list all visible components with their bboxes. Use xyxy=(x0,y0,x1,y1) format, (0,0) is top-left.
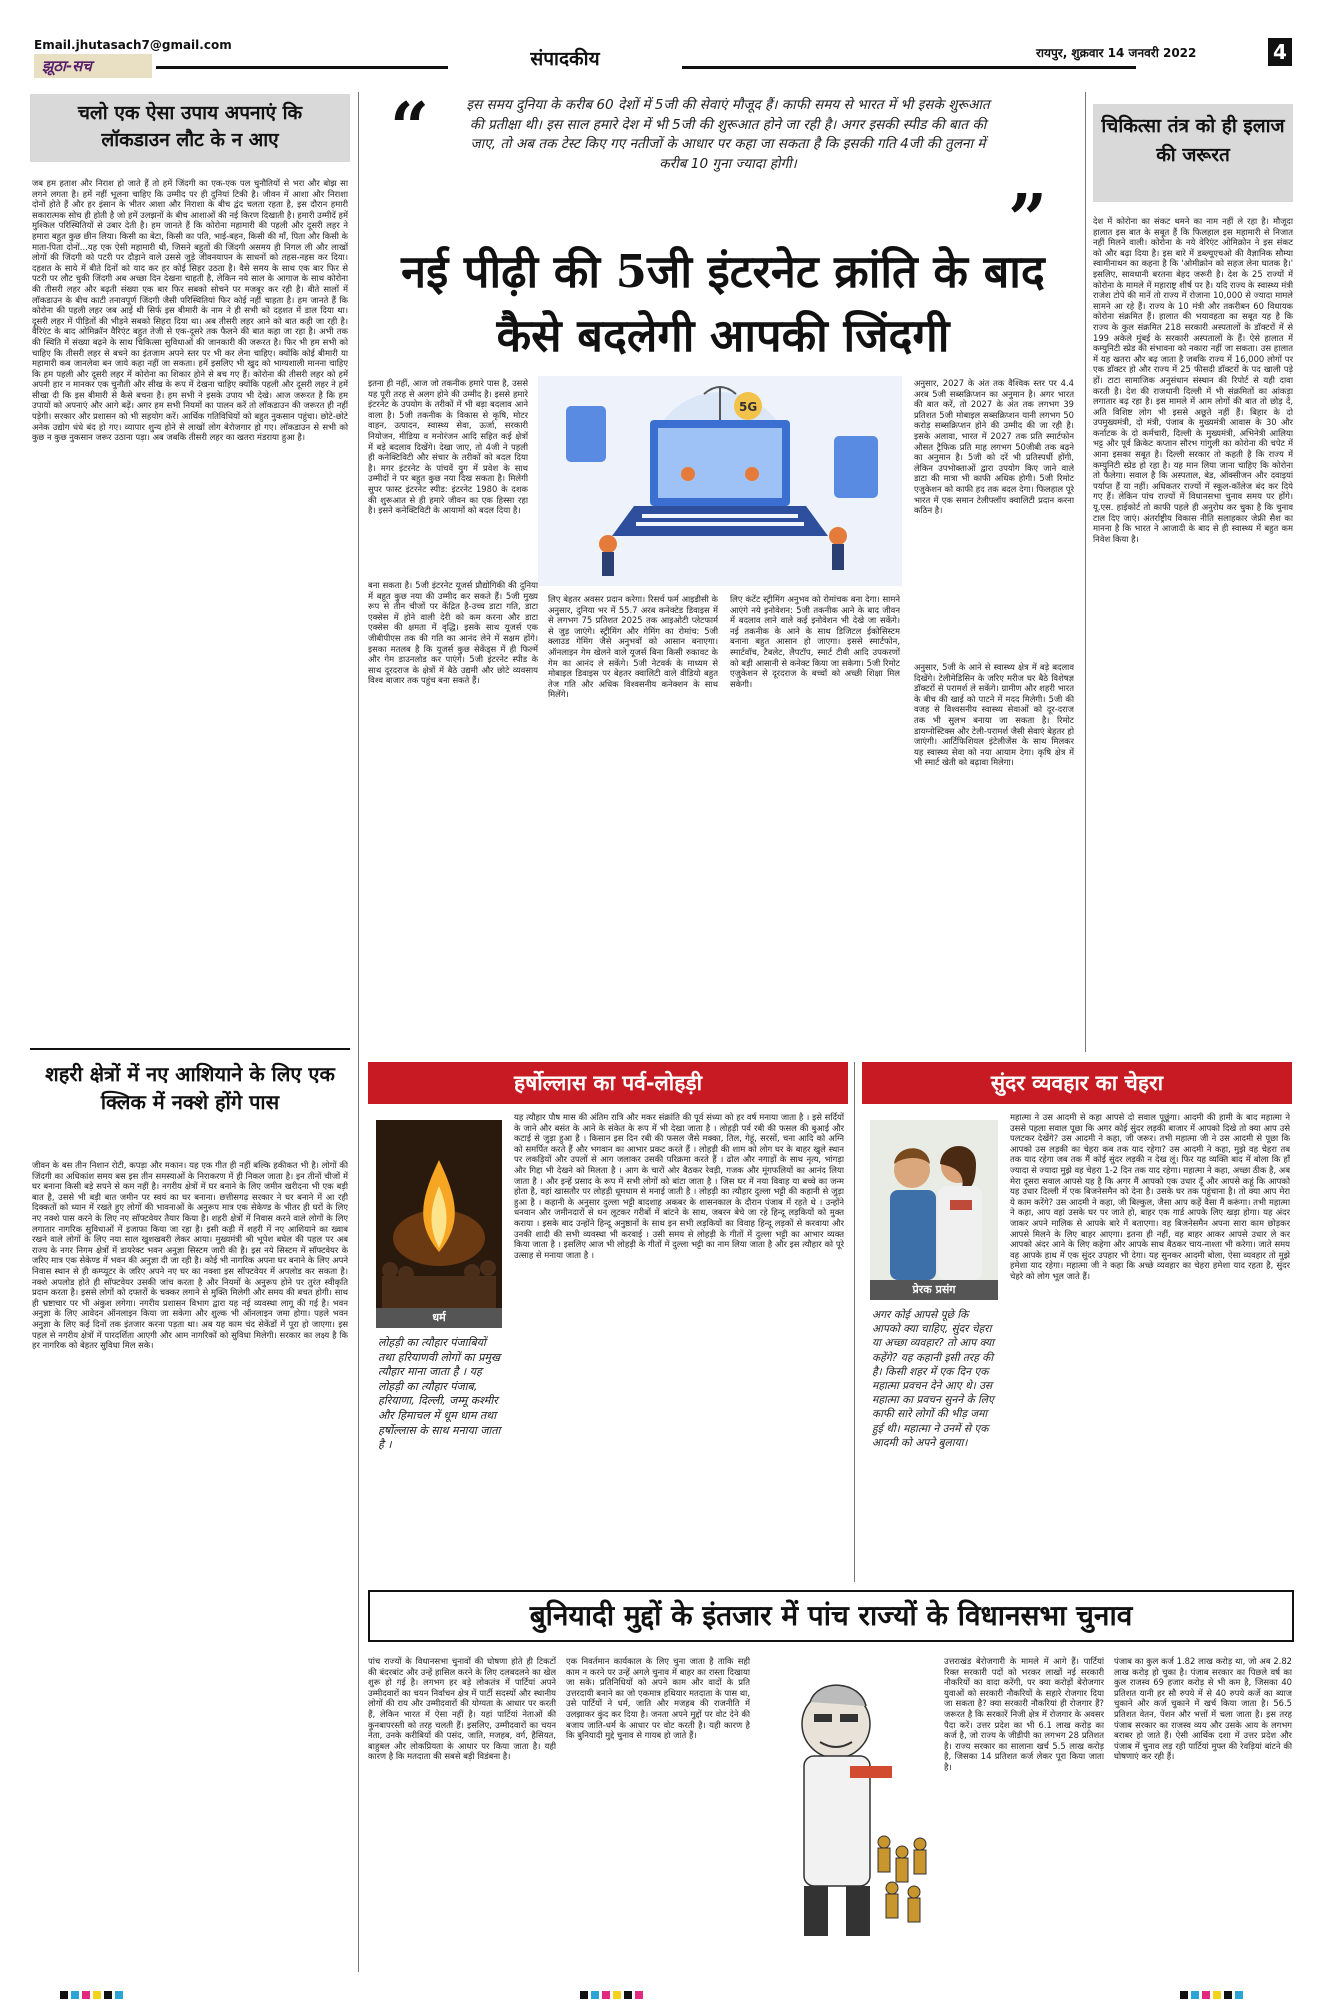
politician-cartoon-icon xyxy=(764,1656,934,1956)
elections-cartoon xyxy=(764,1656,934,1956)
bonfire-icon xyxy=(376,1120,502,1308)
page-number: 4 xyxy=(1268,38,1292,66)
right-top-headline-box xyxy=(1093,104,1293,202)
left-top-headline: चलो एक ऐसा उपाय अपनाएं कि लॉकडाउन लौट के न आए xyxy=(77,102,303,151)
behavior-body: महात्मा ने उस आदमी से कहा आपसे दो सवाल पूछूंगा। आदमी की हामी के बाद महात्मा ने उससे पहला सवाल पूछा कि अगर कोई सुंदर लड़की बाजार में आपको दिखे तो क्या आप उसे पलटकर देखेंगे? उस आदमी ने कहा, जी जरूर। तभी महात्मा जी ने उस आदमी से पूछा कि आपको उस लड़की का चेहरा कब तक याद रहेगा? उस आदमी ने कहा, मुझे वह चेहरा तब तक याद रहेगा जब तक मैं कोई सुंदर लड़की न देख लूं। फिर यह व्यक्ति बाद में बोला कि हाँ ज्यादा से ज्यादा मुझे वह चेहरा 1-2 दिन तक याद रहेगा। महात्मा ने कहा, अच्छा ठीक है, अब मेरा दूसरा सवाल आपसे यह है कि अगर मैं आपको एक उधार दूँ और आपसे कहूं कि आपको यह उधार दिल्ली में एक बिजनेसमैन को देना है। उसके घर तक पहुंचाना है। तो क्या आप मेरा ये काम करेंगे? उस आदमी ने कहा, जी बिल्कुल, जैसा आप कहें वैसा मैं करूंगा। तभी महात्मा ने कहा, आप वहां उसके घर पर जाते हो, बाहर एक गार्ड आपके लिए खड़ा होगा। यह अंदर जाकर अपने मालिक से आपके बारे में बताएगा। वह बिजनेसमैन अपना सारा काम छोड़कर आपसे मिलने के लिए बाहर आएगा। इतना ही नहीं, वह बाहर आकर आपसे उधार ले कर आपको अंदर आने के लिए कहेगा और आपके साथ बैठकर चाय-नाश्ता भी करेगा। जाते समय वह आपके हाथ में एक सुंदर उपहार भी देगा। यह सुनकर आदमी बोला, ऐसा व्यवहार तो मुझे हमेशा याद रहेगा। महात्मा जी ने कहा कि अच्छे व्यवहार का चेहरा हमेशा याद रहता है, सुंदर चेहरे को लोग भूल जाते हैं। xyxy=(1010,1112,1290,1281)
behavior-photo-tag: प्रेरक प्रसंग xyxy=(870,1280,998,1300)
feature-col3-bottom: लिए कंटेंट स्ट्रीमिंग अनुभव को रोमांचक बना देगा। सामने आएंगे नये इनोवेशन: 5जी तकनीक आने के बाद जीवन में बदलाव लाने वाले कई इनोवेशन भी देखे जा सकेंगे। नई तकनीक के आने के साथ डिजिटल ईकोसिस्टम बनाना बहुत आसान हो जाएगा। इससे स्मार्टफोन, स्मार्टवॉच, टैबलेट, लैपटॉप, स्मार्ट टीवी आदि उपकरणों को बड़ी आसानी से कनेक्ट किया जा सकेगा। 5जी रिमोट एजुकेशन से दूरदराज के बच्चों को अच्छी शिक्षा मिल सकेगी। xyxy=(730,594,900,689)
right-top-body: देश में कोरोना का संकट थमने का नाम नहीं ले रहा है। मौजूदा हालात इस बात के सबूत हैं कि फिलहाल इस महामारी से निजात नहीं मिलने वाली। कोरोना के नये वेरिएंट ओमिक्रोन ने इस संकट को और बढ़ा दिया है। इस बारे में डब्ल्यूएचओ की वैज्ञानिक सौम्या स्वामीनाथन का कहना है कि 'ओमीक्रोन को सहज लेना घातक है।' इसलिए, सावधानी बरतना बेहद जरूरी है। देश के 25 राज्यों में कोरोना के मामले में महाराष्ट्र शीर्ष पर है। यदि राज्य के स्वास्थ्य मंत्री राजेश टोपे की मानें तो राज्य में रोजाना 10,000 से ज्यादा मामले सामने आ रहे हैं। राज्य के 10 मंत्री और तकरीबन 60 विधायक कोरोना संक्रमित हैं। हालात की भयावहता का सबूत यह है कि राज्य के कुल संक्रमित 218 सरकारी अस्पतालों के डॉक्टरों में से 199 अकेले मुंबई के सरकारी अस्पतालों के हैं। ऐसे हालात में कम्युनिटी स्प्रेड की संभावना को नकारा नहीं जा सकता। उस हालात में यह खतरा और बढ़ जाता है जबकि राज्य में 16,000 लोगों पर एक डॉक्टर हो और राज्य में 25 फीसदी डॉक्टरों के पद खाली पड़े हों। टाटा सामाजिक अनुसंधान संस्थान की रिपोर्ट से यही दावा करती है। देश की राजधानी दिल्ली में भी संक्रमितों का आंकड़ा लगातार बढ़ रहा है। इस मामले में आम लोगों की बात तो छोड़ दें, अति विशिष्ट लोग भी इससे अछूते नहीं हैं। बिहार के दो उपमुख्यमंत्री, दो मंत्री, पंजाब के मुख्यमंत्री आवास के 30 और कर्नाटक के दो कर्मचारी, दिल्ली के मुख्यमंत्री, अभिनेत्री आलिया भट्ट और पूर्व क्रिकेट कप्तान सौरभ गांगुली का कोरोना की चपेट में आना इसका सबूत है। दिल्ली सरकार तो कहती है कि राज्य में कम्युनिटी स्प्रेड हो रहा है। यह मान लिया जाना चाहिए कि कोरोना तो फैलेगा। सवाल है कि अस्पताल, बेड, ऑक्सीजन और दवाइयां पर्याप्त हैं या नहीं। अधिकतर राज्यों में स्कूल-कॉलेज बंद कर दिये गए हैं। लेकिन पांच राज्यों में विधानसभा चुनाव समय पर होंगे। यू.एस. हाईकोर्ट तो काफी पहले ही अनुरोध कर चुका है कि चुनाव टाल दिए जाएं। अंतर्राष्ट्रीय विकास नीति सलाहकार जेफ्री सैश का मानना है कि भारत ने आजादी के बाद से ही स्वास्थ्य में बहुत कम निवेश किया है। xyxy=(1093,216,1293,544)
left-top-headline-box xyxy=(30,94,350,162)
right-col-rule xyxy=(1085,92,1086,1052)
elections-col2: एक निवर्तमान कार्यकाल के लिए चुना जाता है ताकि सही काम न करने पर उन्हें अगले चुनाव में बाहर का रास्ता दिखाया जा सके। प्रतिनिधियों को अपने काम और वादों के प्रति उत्तरदायी बनाने का जो एकमात्र हथियार मतदाता के पास था, उसे पार्टियों ने धर्म, जाति और मजहब की राजनीति में उलझाकर कुंद कर दिया है। जनता अपने मुद्दों पर वोट देने की बजाय जाति-धर्म के आधार पर वोट करती है। यही कारण है कि बुनियादी मुद्दे चुनाव से गायब हो जाते हैं। xyxy=(566,1656,750,1741)
feature-col1-top: इतना ही नहीं, आज जो तकनीक हमारे पास है, उससे यह पूरी तरह से अलग होने की उम्मीद है। इससे हमारे इंटरनेट के उपयोग के तरीकों में भी बड़ा बदलाव आने वाला है। 5जी तकनीक के विकास से कृषि, मोटर वाहन, उत्पादन, स्वास्थ्य सेवा, ऊर्जा, सरकारी नियोजन, मीडिया व मनोरंजन आदि सहित कई क्षेत्रों में बड़े बदलाव दिखेंगे। देखा जाए, तो 4जी ने पहली ही कनेक्टिविटी और संचार के तरीकों को बदल दिया है। मगर इंटरनेट के पांचवें युग में प्रवेश के साथ उम्मीदों ने पर बहुत कुछ नया दिख सकता है। मिलेगी सुपर फास्ट इंटरनेट स्पीड: इंटरनेट 1980 के दशक की शुरूआत से ही हमारे जीवन का एक हिस्सा रहा है। इसने कनेक्टिविटी के आयामों को बदल दिया है। xyxy=(368,378,528,516)
feature-col1-bottom: बना सकता है। 5जी इंटरनेट यूजर्स प्रौद्योगिकी की दुनिया में बहुत कुछ नया की उम्मीद कर सकते हैं। 5जी मुख्य रूप से तीन चीजों पर केंद्रित है-उच्च डाटा गति, डाटा एक्सेस में होने वाली देरी को कम करना और डाटा एक्सेस की क्षमता में वृद्धि। इसके साथ यूजर्स एक जीबीपीएस तक की गति का आनंद लेने में सक्षम होंगे। इसका मतलब है कि यूजर्स कुछ सेकेंड्स में ही फिल्में और गेम डाउनलोड कर पाएंगे। 5जी इंटरनेट स्पीड के साथ दूरदराज के क्षेत्रों में बैठे उद्यमी और छोटे व्यवसाय विश्व बाजार तक पहुंच बना सकते हैं। xyxy=(368,580,538,686)
lohri-photo-tag: धर्म xyxy=(376,1308,502,1328)
elections-headline-box xyxy=(368,1590,1294,1642)
behavior-article xyxy=(862,1062,1292,1580)
elections-headline: बुनियादी मुद्दों के इंतजार में पांच राज्यों के विधानसभा चुनाव xyxy=(529,1599,1133,1632)
feature-article xyxy=(368,88,1078,1062)
section-title: संपादकीय xyxy=(448,44,682,74)
open-quote-icon: “ xyxy=(390,88,430,168)
left-top-article xyxy=(30,94,350,1050)
couple-icon xyxy=(870,1120,998,1280)
elections-col1: पांच राज्यों के विधानसभा चुनावों की घोषणा होते ही टिकटों की बंदरबांट और उन्हें हासिल करने के लिए दलबदलने का खेल शुरू हो गई है। लगभग हर बड़े लोकतंत्र में पार्टियां अपने उम्मीदवारों का चयन निर्वाचन क्षेत्र में पार्टी सदस्यों और स्थानीय लोगों की राय और उम्मीदवारों की योग्यता के आधार पर करती हैं, लेकिन भारत में ऐसा नहीं है। यहां पार्टियां नेताओं की कुनबापरस्ती को तरह चलती हैं। इसलिए, उम्मीदवारों का चयन नेता, उनके करीबियों की पसंद, जाति, मजहब, वर्ग, हैसियत, बाहुबल और लोकप्रियता के आधार पर किया जाता है। यही कारण है कि मतदाता की सबसे बड़ी विडंबना है। xyxy=(368,1656,556,1762)
behavior-photo xyxy=(870,1120,998,1280)
behavior-banner xyxy=(862,1062,1292,1104)
5g-laptop-icon xyxy=(538,376,902,586)
right-top-headline: चिकित्सा तंत्र को ही इलाज की जरूरत xyxy=(1101,115,1285,166)
lohri-photo xyxy=(376,1120,502,1308)
elections-article xyxy=(368,1590,1294,1970)
feature-headline: नई पीढ़ी की 5जी इंटरनेट क्रांति के बाद कैसे बदलेगी आपकी जिंदगी xyxy=(401,245,1045,362)
feature-col3-top: अनुसार, 2027 के अंत तक वैश्विक स्तर पर 4.4 अरब 5जी सब्सक्रिप्शन का अनुमान है। अगर भारत की बात करें, तो 2027 के अंत तक लगभग 39 प्रतिशत 5जी मोबाइल सब्सक्रिप्शन यानी लगभग 50 करोड़ सब्सक्रिप्शन होने की उम्मीद की जा रही है। इसके अलावा, भारत में 2027 तक प्रति स्मार्टफोन औसत ट्रैफिक प्रति माह लगभग 50जीबी तक बढ़ने का अनुमान है। 5जी को दरें भी प्रतिस्पर्धी होंगी, लेकिन उपभोक्ताओं द्वारा उपयोग किए जाने वाले डाटा की मात्रा भी काफी अधिक होगी। 5जी रिमोट एजुकेशन को काफी हद तक बदल देगा। फिलहाल पूरे भारत में एक समान टेलीफ्लॉप क्वालिटी प्रदान करना कठिन है। xyxy=(914,378,1074,516)
close-quote-icon: ” xyxy=(1008,180,1048,260)
logo: झूठा-सच xyxy=(34,54,152,78)
elections-col3: उत्तराखंड बेरोजगारी के मामले में आगे हैं। पार्टियां रिक्त सरकारी पदों को भरकर लाखों नई सरकारी नौकरियों का वादा करेंगी, पर क्या करोड़ों बेरोजगार युवाओं को सरकारी नौकरियों के सहारे रोजगार दिया जा सकता है? क्या सरकारी नौकरियां ही रोजगार हैं? जरूरत है कि सरकारें निजी क्षेत्र में रोजगार के अवसर पैदा करें। उत्तर प्रदेश का भी 6.1 लाख करोड़ का कर्ज है, जो राज्य के जीडीपी का लगभग 28 प्रतिशत है। राज्य सरकार का सालाना खर्च 5.5 लाख करोड़ है, जिसका 14 प्रतिशत कर्ज लेकर पूरा किया जाता है। xyxy=(944,1656,1104,1772)
feature-col4-bottom: अनुसार, 5जी के आने से स्वास्थ्य क्षेत्र में बड़े बदलाव दिखेंगे। टेलीमेडिसिन के जरिए मरीज घर बैठे विशेषज्ञ डॉक्टरों से परामर्श ले सकेंगे। ग्रामीण और शहरी भारत के बीच की खाई को पाटने में मदद मिलेगी। 5जी की वजह से विश्वसनीय स्वास्थ्य सेवाओं को दूर-दराज तक भी सुलभ बनाया जा सकता है। रिमोट डायग्नोस्टिक्स और टेली-परामर्श जैसी सेवाएं बेहतर हो जाएंगी। आर्टिफिशियल इंटेलीजेंस के साथ मिलकर यह स्वास्थ्य सेवा को नया आयाम देगा। कृषि क्षेत्र में भी स्मार्ट खेती को बढ़ावा मिलेगा। xyxy=(914,662,1074,768)
feature-col2-bottom: लिए बेहतर अवसर प्रदान करेगा। रिसर्च फर्म आइडीसी के अनुसार, दुनिया भर में 55.7 अरब कनेक्टेड डिवाइस में से लगभग 75 प्रतिशत 2025 तक आइओटी प्लेटफार्म से जुड़ जाएंगे। स्ट्रीमिंग और गेमिंग का रोमांच: 5जी क्लाउड गेमिंग जैसे अनुभवों को आसान बनाएगा। ऑनलाइन गेम खेलने वाले यूजर्स बिना किसी रुकावट के गेम का आनंद ले सकेंगे। 5जी नेटवर्क के माध्यम से मोबाइल डिवाइस पर बेहतर क्वालिटी वाले वीडियो बहुत तेज गति और अधिक विश्वसनीय कनेक्शन के साथ मिलेंगे। xyxy=(548,594,718,700)
left-top-body: जब हम हताश और निराश हो जाते हैं तो हमें जिंदगी का एक-एक पल चुनौतियों से भरा और बोझ सा लगने लगता है। हमें नहीं भूलना चाहिए कि उम्मीद पर ही दुनियां टिकी है। जीवन में आशा और निराशा दोनों होते हैं और हर इंसान के भीतर आशा और निराशा के बीच द्वंद चलता रहता है, इस दौरान हमारी सकारात्मक सोच ही होती है जो हमें उलझनों के बीच आशाओं की नई किरण दिखाती है। हमारी उम्मीदें हमें मुश्किल परिस्थितियों से उबार देती है। हम जानते हैं कि कोरोना महामारी की पहली और दूसरी लहर ने हमारा बहुत कुछ छीन लिया। किसी का बेटा, किसी का पति, भाई-बहन, किसी की माँ, पिता और किसी के माता-पिता दोनों...यह एक ऐसी महामारी थी, जिसने बहुतों की जिंदगी असमय ही निगल ली और लाखों लोगों की जिंदगी को पटरी पर दौड़ाने वाले उससे जुड़े जीवनयापन के साधनों को तहस-नहस कर दिया। दहशत के साये में बीते दिनों को याद कर हर कोई सिहर उठता है। वैसे समय के साथ एक बार फिर से पटरी पर लौट चुकी जिंदगी अब अच्छा दिन देखना चाहती है, लेकिन नये साल के आगाज के साथ कोरोना की तीसरी लहर और बढ़ती संख्या एक बार फिर सबको सोचने पर मजबूर कर रही है। बीते सालों में लॉकडाउन के बीच काटी तनावपूर्ण जिंदगी जैसी परिस्थितियां फिर कोई नहीं चाहता है। हम जानते हैं कि कोरोना की पहली लहर जब आई थी सिर्फ इस बीमारी के नाम ने ही सभी को दहशत में डाल दिया था। दूसरी लहर में पीड़ितों की भीड़ने सबको सिहरा दिया था। अब तीसरी लहर आने को बात कही जा रही है। वैरिएंट के बाद ओमिक्रॉन वैरिएंट बहुत तेजी से एक-दूसरे तक फैलने की बात कहा जा रहा है। अभी तक की स्थिति में संख्या बढ़ने के साथ चिकित्सा सुविधाओं की जानकारी की जरूरत है। फिर भी हम सभी को चाहिए कि तीसरी लहर से बचने का इंतजाम अपने स्तर पर भी कर लेना चाहिए। क्योंकि कोई बीमारी या महामारी कब जानलेवा बन जाये कहा नहीं जा सकता। हमें इसलिए भी खुद को भाग्यशाली मानना चाहिए कि हम पहली और दूसरी लहर में कोरोना का शिकार होने से बच गए हैं। कोरोना की तीसरी लहर को हमें अपनी हार न मानकर एक चुनौती और सीख के रूप में देखना चाहिए क्योंकि पहली और दूसरी लहर ने हमें सीखा दी कि इस बीमारी से कैसे बचना है। हम सभी ने इसके उपाय भी देखे। आज जरूरत है कि हम उपायों को अपनाएं और आगे बढ़ें। अगर हम सभी नियमों का पालन करें तो लॉकडाउन की जरूरत ही नहीं पड़ेगी। सरकार और प्रशासन को भी सहयोग करें। आर्थिक गतिविधियों को बहुत नुकसान पहुंचा। छोटे-छोटे अनेक उद्योग धंधे बंद हो गए। व्यापार शुन्य होने से लाखों लोग बेरोजगार हो गए। लॉकडाउन से सभी को कुछ न कुछ नुकसान जरूर उठाना पड़ा। अब जबकि तीसरी लहर का खतरा मंडराया हुआ है। xyxy=(32,178,348,443)
lohri-body: यह त्यौहार पौष मास की अंतिम रात्रि और मकर संक्रांति की पूर्व संध्या को हर वर्ष मनाया जाता है । इसे सर्दियों के जाने और बसंत के आने के संकेत के रूप में भी देखा जाता है । लोहड़ी पर्व रबी की फसल की बुआई और कटाई से जुड़ा हुआ है । किसान इस दिन रबी की फसल जैसे मक्का, तिल, गेहूं, सरसों, चना आदि को अग्नि को समर्पित करते हैं और भगवान का आभार प्रकट करते हैं । लोहड़ी की शाम को लोग घर के बाहर खुले स्थान पर लकड़ियों और उपलों से आग जलाकर उसकी परिक्रमा करते हैं । ढोल और नगाड़ों के साथ नृत्य, भांगड़ा और गिद्दा भी देखने को मिलता है । आग के चारों ओर बैठकर रेवड़ी, गजक और मूंगफलियों का आनंद लिया जाता है । और इन्हें प्रसाद के रूप में सभी लोगों को बांटा जाता है । जिस घर में नया विवाह या बच्चे का जन्म होता है, वहां खासतौर पर लोहड़ी धूमधाम से मनाई जाती है । लोहड़ी का त्यौहार दुल्ला भट्टी की कहानी से जुड़ा हुआ है । कहानी के अनुसार दुल्ला भट्टी बादशाह अकबर के शासनकाल के दौरान पंजाब में रहते थे । उन्होंने धनवान और जमीनदारों से धन लूटकर गरीबों में बांटने के साथ, जबरन बेचे जा रहे हिन्दू लड़कियों को मुक्त कराया । इसके बाद उन्होंने हिन्दू अनुष्ठानों के साथ इन सभी लड़कियों का विवाह हिन्दू लड़कों से करवाया और उनकी शादी की सभी व्यवस्था भी करवाई । उसी समय से लोहड़ी के गीतों में दुल्ला भट्टी का आभार व्यक्त किया जाता है । इसलिए आज भी लोहड़ी के गीतों में दुल्ला भट्टी का नाम लिया जाता है और इस त्यौहार को पूरे उत्साह से मनाया जाता है । xyxy=(514,1112,844,1260)
elections-col4: पंजाब का कुल कर्ज 1.82 लाख करोड़ था, जो अब 2.82 लाख करोड़ हो चुका है। पंजाब सरकार का पिछले वर्ष का कुल राजस्व 69 हजार करोड़ से भी कम है, जिसका 40 प्रतिशत यानी हर सौ रुपये में से 40 रुपये कर्जे का ब्याज चुकाने और कर्ज चुकाने में खर्च किया जाता है। 56.5 प्रतिशत वेतन, पेंशन और भत्तों में चला जाता है। इस तरह पंजाब सरकार का राजस्व व्यय और उसके आय के लगभग बराबर हो जाते हैं। ऐसी आर्थिक दशा में उत्तर प्रदेश और पंजाब में चुनाव लड़ रही पार्टियां मुफ्त की रेवड़ियां बांटने की घोषणाएं कर रही हैं। xyxy=(1114,1656,1292,1762)
registration-marks-left xyxy=(60,1984,126,2003)
lohri-article xyxy=(368,1062,848,1580)
dateline: रायपुर, शुक्रवार 14 जनवरी 2022 xyxy=(1036,46,1197,60)
registration-marks-right xyxy=(1180,1984,1246,2003)
left-bottom-body: जीवन के बस तीन निशान रोटी, कपड़ा और मकान। यह एक गीत ही नहीं बल्कि हकीकत भी है। लोगों की जिंदगी का अधिकांश समय बस इस तीन समस्याओं के निराकरण में ही निकल जाता है। इन तीनों चीजों में घर बनाना किसी बड़े सपने से कम नहीं है। नगरीय क्षेत्रों में घर बनाने के लिए जमीन खरीदना भी एक बड़ी बात है, उससे भी बड़ी बात जमीन पर स्वयं का घर बनाना। छत्तीसगढ़ सरकार ने घर बनाने में आ रही दिक्कतों को ध्यान में रखते हुए लोगों की भावनाओं के अनुरूप मात्र एक सेकेण्ड के भीतर ही घरों के लिए नए नक्शे पास करने के लिए नए सॉफ्टवेयर तैयार किया है। शहरी क्षेत्रों में निवास करने वाले लोगों के लिए लगातार नागरिक सुविधाओं में इजाफा किया जा रहा है। इसी कड़ी में शहरी में नए आशियाने का ख्वाब रखने वाले लोगों के लिए नया साल खुशखबरी लेकर आया। मुख्यमंत्री श्री भूपेश बघेल की पहल पर अब राज्य के नगर निगम क्षेत्रों में डायरेक्ट भवन अनुज्ञा सिस्टम जारी की है। इस नये सिस्टम में सॉफ्टवेयर के जरिए मात्र एक सेकेण्ड में भवन की अनुज्ञा दी जा रही है। कोई भी नागरिक अपना घर बनाने के लिए अपने निवास स्थान से ही कम्प्यूटर के जरिए अपने नए घर का नक्शा इस सॉफ्टवेयर में अपलोड कर सकता है। नक्शे अपलोड होते ही सॉफ्टवेयर उसकी जांच करता है और नियमों के अनुरूप होने पर तुरंत स्वीकृति प्रदान करता है। इससे लोगों को दफ्तरों के चक्कर लगाने से मुक्ति मिलेगी और समय की बचत होगी। साथ ही भ्रष्टाचार पर भी अंकुश लगेगा। नगरीय प्रशासन विभाग द्वारा यह नई व्यवस्था लागू की गई है। भवन अनुज्ञा के लिए आवेदन ऑनलाइन किया जा सकेगा और शुल्क भी ऑनलाइन जमा होगा। पहले भवन अनुज्ञा के लिए कई दिनों तक इंतजार करना पड़ता था। अब यह काम चंद सेकेंडों में पूरा हो जाएगा। इस पहल से नगरीय क्षेत्रों में पारदर्शिता आएगी और आम नागरिकों को सुविधा मिलेगी। सरकार का लक्ष्य है कि हर नागरिक को बेहतर सुविधा मिल सके। xyxy=(32,1160,348,1351)
lohri-banner xyxy=(368,1062,848,1104)
left-bottom-article xyxy=(30,1058,350,1968)
left-col-rule xyxy=(358,92,359,1972)
email-text[interactable]: Email.jhutasach7@gmail.com xyxy=(34,38,232,52)
behavior-caption: अगर कोई आपसे पूछे कि आपको क्या चाहिए, सुंदर चेहरा या अच्छा व्यवहार? तो आप क्या कहेंगे? यह कहानी इसी तरह की है। किसी शहर में एक दिन एक महात्मा प्रवचन देने आए थे। उस महात्मा का प्रवचन सुनने के लिए काफी सारे लोगों की भीड़ जमा हुई थी। महात्मा ने उनमें से एक आदमी को अपने बुलाया। xyxy=(872,1309,995,1449)
left-bottom-headline: शहरी क्षेत्रों में नए आशियाने के लिए एक क्लिक में नक्शे होंगे पास xyxy=(45,1062,335,1114)
svg-text:5G: 5G xyxy=(739,400,758,414)
registration-marks-center xyxy=(580,1984,646,2003)
behavior-banner-title: सुंदर व्यवहार का चेहरा xyxy=(990,1071,1164,1095)
masthead xyxy=(30,36,1293,86)
feature-quote: इस समय दुनिया के करीब 60 देशों में 5जी की सेवाएं मौजूद हैं। काफी समय से भारत में भी इसके शुरूआत की प्रतीक्षा थी। इस साल हमारे देश में भी 5जी की शुरूआत होने जा रही है। अगर इसकी स्पीड की बात की जाए, तो अब तक टेस्ट किए गए नतीजों के आधार पर कहा जा सकता है कि इसकी गति 4जी की तुलना में करीब 10 गुना ज्यादा होगी। xyxy=(466,97,990,172)
lohri-caption: लोहड़ी का त्यौहार पंजाबियों तथा हरियाणवी लोगों का प्रमुख त्यौहार माना जाता है । यह लोहड़ी का त्यौहार पंजाब, हरियाणा, दिल्ली, जम्मू कश्मीर और हिमाचल में धूम धाम तथा हर्षोल्लास के साथ मनाया जाता है । xyxy=(378,1336,501,1452)
right-top-article xyxy=(1093,104,1293,1054)
left-divider xyxy=(30,1048,350,1050)
5g-illustration xyxy=(538,376,902,586)
lohri-banner-title: हर्षोल्लास का पर्व-लोहड़ी xyxy=(513,1071,703,1095)
middle-split-rule xyxy=(854,1062,855,1582)
